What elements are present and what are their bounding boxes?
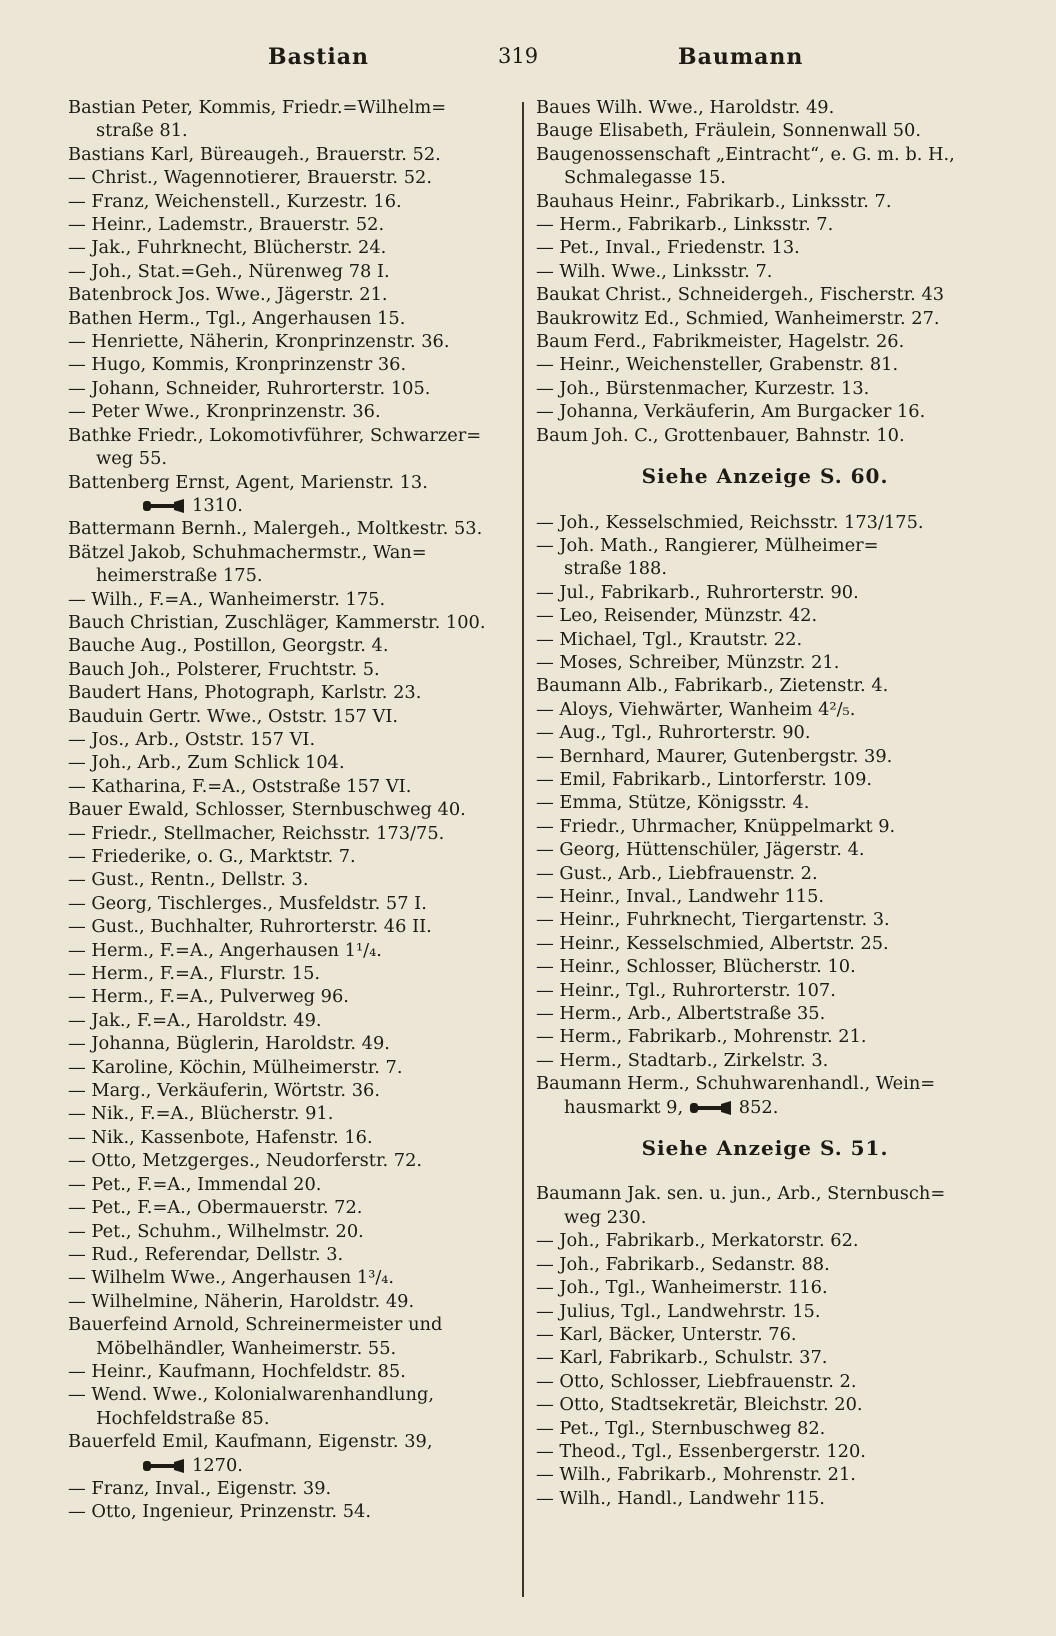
directory-entry-line: Baukat Christ., Schneidergeh., Fischerstr. 43 [536, 284, 945, 306]
directory-entry-line: Bauerfeld Emil, Kaufmann, Eigenstr. 39, [68, 1431, 433, 1453]
directory-entry-line: — Pet., Tgl., Sternbuschweg 82. [536, 1417, 826, 1439]
directory-entry-line: — Friedr., Stellmacher, Reichsstr. 173/75. [68, 822, 445, 844]
directory-entry-line: — Georg, Hüttenschüler, Jägerstr. 4. [536, 839, 865, 861]
directory-entry-line: — Franz, Weichenstell., Kurzestr. 16. [68, 190, 402, 212]
directory-entry-line: Bastian Peter, Kommis, Friedr.=Wilhelm= [68, 97, 447, 118]
directory-entry-line: — Joh., Stat.=Geh., Nürenweg 78 I. [68, 260, 390, 282]
directory-entry-line: — Jak., Fuhrknecht, Blücherstr. 24. [68, 237, 387, 259]
directory-entry-line: Bauerfeind Arnold, Schreinermeister und [68, 1314, 443, 1336]
column-divider [522, 102, 524, 1597]
directory-entry-line: straße 188. [564, 558, 668, 580]
directory-entry-line: — Theod., Tgl., Essenbergerstr. 120. [536, 1440, 866, 1462]
right-column-part-a [536, 96, 994, 447]
directory-entry-line: — Karl, Bäcker, Unterstr. 76. [536, 1323, 797, 1345]
directory-entry-line: — Herm., Fabrikarb., Mohrenstr. 21. [536, 1026, 867, 1048]
directory-entry-line: — Moses, Schreiber, Münzstr. 21. [536, 651, 840, 673]
directory-entry-line: — Hugo, Kommis, Kronprinzenstr 36. [68, 354, 407, 376]
directory-entry-line: — Otto, Stadtsekretär, Bleichstr. 20. [536, 1394, 863, 1416]
directory-entry-line: — Joh., Kesselschmied, Reichsstr. 173/175. [536, 511, 924, 533]
directory-entry-line: — Henriette, Näherin, Kronprinzenstr. 36. [68, 331, 450, 353]
directory-entry-line: — Friedr., Uhrmacher, Knüppelmarkt 9. [536, 815, 896, 837]
directory-entry-line: — Otto, Metzgerges., Neudorferstr. 72. [68, 1150, 423, 1172]
directory-entry-line: — Wilh. Wwe., Linksstr. 7. [536, 260, 773, 282]
page-number: 319 [498, 44, 539, 68]
directory-entry-line: Baum Joh. C., Grottenbauer, Bahnstr. 10. [536, 424, 905, 446]
directory-entry-line: Bastians Karl, Büreaugeh., Brauerstr. 52. [68, 143, 441, 165]
directory-entry-line: Baudert Hans, Photograph, Karlstr. 23. [68, 682, 422, 704]
directory-entry-line: Bauge Elisabeth, Fräulein, Sonnenwall 50. [536, 120, 921, 142]
columns [68, 96, 990, 1596]
directory-entry-line: — Otto, Schlosser, Liebfrauenstr. 2. [536, 1370, 857, 1392]
directory-entry-line: — Pet., Schuhm., Wilhelmstr. 20. [68, 1220, 364, 1242]
directory-entry-line: Bauche Aug., Postillon, Georgstr. 4. [68, 635, 389, 657]
directory-entry-line: — Johann, Schneider, Ruhrorterstr. 105. [68, 377, 431, 399]
directory-entry-line: — Aug., Tgl., Ruhrorterstr. 90. [536, 722, 811, 744]
directory-entry-line: straße 81. [96, 120, 188, 142]
directory-entry-line: — Herm., Fabrikarb., Linksstr. 7. [536, 214, 834, 236]
directory-entry-line: — Herm., Stadtarb., Zirkelstr. 3. [536, 1049, 829, 1071]
directory-entry-line: — Heinr., Fuhrknecht, Tiergartenstr. 3. [536, 909, 890, 931]
directory-entry-line: heimerstraße 175. [96, 565, 263, 587]
directory-entry-line: — Wilhelmine, Näherin, Haroldstr. 49. [68, 1290, 415, 1312]
directory-entry-line: Baumann Alb., Fabrikarb., Zietenstr. 4. [536, 675, 889, 697]
directory-entry-line: — Marg., Verkäuferin, Wörtstr. 36. [68, 1080, 381, 1102]
directory-entry-line: Battermann Bernh., Malergeh., Moltkestr. 53. [68, 518, 483, 540]
directory-entry-line: — Pet., F.=A., Obermauerstr. 72. [68, 1197, 363, 1219]
directory-entry-line: weg 230. [564, 1206, 647, 1228]
directory-entry-line: Batenbrock Jos. Wwe., Jägerstr. 21. [68, 284, 388, 306]
directory-entry-line: — Aloys, Viehwärter, Wanheim 4²/₅. [536, 698, 856, 720]
directory-entry-line: — Wilhelm Wwe., Angerhausen 1³/₄. [68, 1267, 395, 1289]
directory-entry-line: Baumann Jak. sen. u. jun., Arb., Sternbusch= [536, 1183, 946, 1205]
directory-entry-line: — Karoline, Köchin, Mülheimerstr. 7. [68, 1056, 403, 1078]
right-column [536, 96, 994, 1510]
directory-entry-line: — Herm., F.=A., Flurstr. 15. [68, 963, 321, 985]
header-right-word: Baumann [678, 44, 804, 70]
directory-entry-line: — Joh., Fabrikarb., Merkatorstr. 62. [536, 1230, 859, 1252]
directory-entry-line: Bätzel Jakob, Schuhmachermstr., Wan= [68, 541, 427, 563]
directory-entry-line: Bauhaus Heinr., Fabrikarb., Linksstr. 7. [536, 190, 892, 212]
directory-entry-line: Bathke Friedr., Lokomotivführer, Schwarzer= [68, 424, 482, 446]
directory-entry-line: — Wilh., Handl., Landwehr 115. [536, 1487, 825, 1509]
directory-entry-line: 1310. [68, 494, 511, 517]
directory-entry-line: Möbelhändler, Wanheimerstr. 55. [96, 1337, 397, 1359]
directory-entry-line: — Otto, Ingenieur, Prinzenstr. 54. [68, 1501, 371, 1523]
header-left-word: Bastian [268, 44, 370, 70]
directory-entry-line: — Joh., Tgl., Wanheimerstr. 116. [536, 1277, 828, 1299]
directory-entry-line: — Rud., Referendar, Dellstr. 3. [68, 1243, 344, 1265]
directory-entry-line: Bauer Ewald, Schlosser, Sternbuschweg 40. [68, 799, 466, 821]
telephone-icon [142, 1458, 186, 1474]
directory-entry-line: — Wend. Wwe., Kolonialwarenhandlung, [68, 1384, 435, 1406]
telephone-icon [689, 1100, 733, 1116]
right-column-part-b [536, 511, 994, 1120]
telephone-icon [142, 498, 186, 514]
directory-entry-line: — Jul., Fabrikarb., Ruhrorterstr. 90. [536, 581, 859, 603]
directory-entry-line: Schmalegasse 15. [564, 167, 726, 189]
directory-entry-line: — Friederike, o. G., Marktstr. 7. [68, 846, 356, 867]
directory-entry-line: — Wilh., F.=A., Wanheimerstr. 175. [68, 588, 386, 610]
directory-entry-line: — Christ., Wagennotierer, Brauerstr. 52. [68, 167, 433, 189]
directory-entry-line: — Nik., F.=A., Blücherstr. 91. [68, 1103, 334, 1125]
right-column-part-c [536, 1182, 994, 1510]
directory-entry-line: Baum Ferd., Fabrikmeister, Hagelstr. 26. [536, 331, 905, 353]
directory-entry-line: — Pet., F.=A., Immendal 20. [68, 1173, 322, 1195]
directory-entry-line: — Karl, Fabrikarb., Schulstr. 37. [536, 1347, 828, 1369]
directory-entry-line: — Joh., Bürstenmacher, Kurzestr. 13. [536, 377, 870, 399]
directory-entry-line: Baugenossenschaft „Eintracht“, e. G. m. b. H., [536, 143, 955, 165]
directory-entry-line: — Franz, Inval., Eigenstr. 39. [68, 1477, 332, 1499]
directory-entry-line: — Johanna, Büglerin, Haroldstr. 49. [68, 1033, 390, 1055]
directory-entry-line: — Katharina, F.=A., Oststraße 157 VI. [68, 775, 412, 797]
directory-entry-line: — Joh. Math., Rangierer, Mülheimer= [536, 534, 879, 556]
directory-entry-line: — Herm., F.=A., Angerhausen 1¹/₄. [68, 939, 382, 961]
directory-entry-line: Baues Wilh. Wwe., Haroldstr. 49. [536, 97, 835, 118]
directory-entry-line: — Emil, Fabrikarb., Lintorferstr. 109. [536, 768, 873, 790]
directory-entry-line: weg 55. [96, 448, 168, 470]
directory-entry-line: — Jos., Arb., Oststr. 157 VI. [68, 728, 316, 750]
directory-entry-line: Battenberg Ernst, Agent, Marienstr. 13. [68, 471, 428, 493]
directory-entry-line: — Joh., Arb., Zum Schlick 104. [68, 752, 345, 774]
directory-entry-line: — Heinr., Weichensteller, Grabenstr. 81. [536, 354, 899, 376]
directory-entry-line: hausmarkt 9, 852. [564, 1096, 779, 1118]
directory-entry-line: — Heinr., Kaufmann, Hochfeldstr. 85. [68, 1360, 406, 1382]
directory-entry-line: — Heinr., Schlosser, Blücherstr. 10. [536, 956, 856, 978]
directory-entry-line: Bathen Herm., Tgl., Angerhausen 15. [68, 307, 406, 329]
directory-entry-line: — Jak., F.=A., Haroldstr. 49. [68, 1009, 322, 1031]
directory-entry-line: Bauch Christian, Zuschläger, Kammerstr. 100. [68, 611, 486, 633]
directory-entry-line: Baukrowitz Ed., Schmied, Wanheimerstr. 27. [536, 307, 940, 329]
directory-entry-line: — Emma, Stütze, Königsstr. 4. [536, 792, 810, 814]
directory-entry-line: Bauch Joh., Polsterer, Fruchtstr. 5. [68, 658, 380, 680]
directory-entry-line: — Nik., Kassenbote, Hafenstr. 16. [68, 1126, 373, 1148]
directory-entry-line: Baumann Herm., Schuhwarenhandl., Wein= [536, 1073, 936, 1095]
directory-entry-line: Bauduin Gertr. Wwe., Oststr. 157 VI. [68, 705, 399, 727]
advert-reference-2: Siehe Anzeige S. 51. [641, 1136, 889, 1161]
directory-entry-line: — Gust., Rentn., Dellstr. 3. [68, 869, 309, 891]
directory-entry-line: — Leo, Reisender, Münzstr. 42. [536, 605, 818, 627]
directory-entry-line: — Gust., Arb., Liebfrauenstr. 2. [536, 862, 818, 884]
advert-reference-1: Siehe Anzeige S. 60. [641, 464, 889, 489]
left-column [68, 96, 511, 1524]
page-header [68, 38, 990, 78]
directory-entry-line: — Gust., Buchhalter, Ruhrorterstr. 46 II. [68, 916, 432, 938]
directory-entry-line: — Julius, Tgl., Landwehrstr. 15. [536, 1300, 821, 1322]
directory-entry-line: — Peter Wwe., Kronprinzenstr. 36. [68, 401, 381, 423]
directory-entry-line: — Johanna, Verkäuferin, Am Burgacker 16. [536, 401, 926, 423]
directory-entry-line: — Joh., Fabrikarb., Sedanstr. 88. [536, 1253, 830, 1275]
directory-entry-line: — Heinr., Lademstr., Brauerstr. 52. [68, 214, 385, 236]
directory-entry-line: — Heinr., Inval., Landwehr 115. [536, 886, 825, 907]
directory-entry-line: — Georg, Tischlerges., Musfeldstr. 57 I. [68, 892, 427, 914]
directory-entry-line: — Pet., Inval., Friedenstr. 13. [536, 237, 800, 259]
directory-entry-line: — Wilh., Fabrikarb., Mohrenstr. 21. [536, 1464, 856, 1486]
directory-entry-line: — Michael, Tgl., Krautstr. 22. [536, 628, 803, 650]
directory-entry-line: — Heinr., Kesselschmied, Albertstr. 25. [536, 932, 889, 954]
directory-entry-line: — Herm., Arb., Albertstraße 35. [536, 1003, 826, 1025]
directory-entry-line: Hochfeldstraße 85. [96, 1407, 270, 1429]
directory-entry-line: — Heinr., Tgl., Ruhrorterstr. 107. [536, 979, 836, 1001]
directory-entry-line: — Herm., F.=A., Pulverweg 96. [68, 986, 349, 1008]
directory-entry-line: 1270. [68, 1454, 511, 1477]
directory-entry-line: — Bernhard, Maurer, Gutenbergstr. 39. [536, 745, 893, 767]
